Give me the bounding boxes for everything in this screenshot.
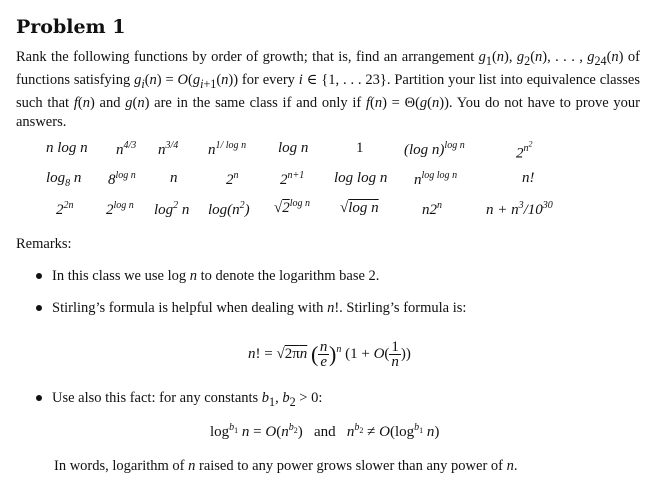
remark-item: In this class we use log n to denote the logarithm base 2. xyxy=(36,268,636,285)
function-cell: $n^{log log n}$ xyxy=(414,170,458,188)
bullet-icon xyxy=(36,305,42,311)
function-cell: $n^{3/4}$ xyxy=(158,140,179,158)
function-cell: log n xyxy=(278,140,309,156)
function-cell: $2^{2n}$ xyxy=(56,200,74,218)
bullet-icon xyxy=(36,395,42,401)
remark-item: Use also this fact: for any constants $b_1$, $b_2 > 0$: xyxy=(36,390,636,410)
function-cell: 1 xyxy=(356,140,364,156)
function-cell: 2$^n$ xyxy=(226,170,239,188)
function-cell: $8^{log n}$ xyxy=(108,170,136,188)
function-cell: (log n)$^{log n}$ xyxy=(404,140,465,158)
function-cell: n2$^n$ xyxy=(422,200,442,218)
function-cell: $n + n^3/10^{30}$ xyxy=(486,200,553,218)
stirling-formula: n! = √2πn $(\frac{n}{e})^n$ (1 + O( 1 n)) xyxy=(248,339,411,370)
function-cell: n! xyxy=(522,170,535,186)
function-cell: $\log(n^2)$ xyxy=(208,200,250,218)
function-cell: √log n xyxy=(340,200,379,216)
function-cell: $\log^2 n$ xyxy=(154,200,190,218)
function-cell: $2^{n^2}$ xyxy=(516,140,533,162)
remarks-heading: Remarks: xyxy=(16,236,72,252)
problem-title: Problem 1 xyxy=(16,16,126,38)
function-cell: log log n xyxy=(334,170,388,186)
remark-item: Stirling’s formula is helpful when dealing with n!. Stirling’s formula is: xyxy=(36,300,636,317)
function-cell: $\log_8 n$ xyxy=(46,170,82,189)
function-cell: $2^{log n}$ xyxy=(106,200,134,218)
bullet-icon xyxy=(36,273,42,279)
function-cell: $n^{4/3}$ xyxy=(116,140,137,158)
function-cell: n log n xyxy=(46,140,88,156)
function-cell: n xyxy=(170,170,178,186)
closing-remark: In words, logarithm of n raised to any power grows slower than any power of n. xyxy=(54,458,518,474)
function-cell: $√2^{log n}$ xyxy=(274,198,311,216)
log-power-fact: $\log^{b_1} n = O(n^{b_2})$ and $n^{b_2} \ne O(\log^{b_1}$ n) xyxy=(210,422,440,440)
function-cell: $2^{n+1}$ xyxy=(280,170,305,188)
problem-statement: Rank the following functions by order of growth; that is, find an arrangement $g_1(n)$, $g_2(n)$, . . . , $g_{24}(n)$ of functions satisfying $g_i(n) = O(g_{i+1}(n))$ for every i ∈ {1, . . . 23}. Partition your list into equivalence classes such that f(n) and g(n) are in the same class if and only if f(n) = Θ(g(n)). You do not have to prove your answers. xyxy=(16,49,641,130)
function-cell: $n^{1/ log n}$ xyxy=(208,140,247,158)
